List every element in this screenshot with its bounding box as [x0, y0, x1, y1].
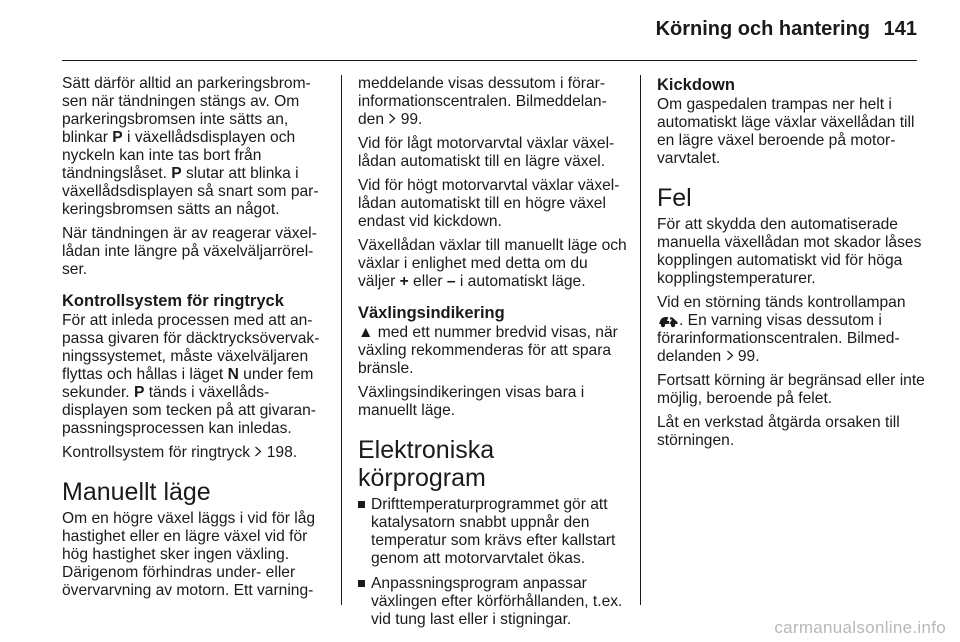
- paragraph: För att inleda processen med att an-passa givaren för däcktrycksövervak-ningssystemet, måste växelväljaren flyttas och hållas i läget N under fem sekunder. P tänds i växellåds-displayen som tecken på att givaran-passningsprocessen kan inledas.: [62, 312, 320, 437]
- paragraph: Vid för lågt motorvarvtal växlar växel-lådan automatiskt till en lägre växel.: [358, 135, 615, 170]
- paragraph: Sätt därför alltid an parkeringsbrom-sen när tändningen stängs av. Om parkeringsbromsen inte sätts an, blinkar P i växellådsdisplayen och nyckeln kan inte tas bort från tändningslåset. P slutar att blinka i växellådsdisplayen så snart som par-keringsbromsen sätts an något.: [62, 75, 319, 218]
- chapter-title: Körning och hantering: [655, 18, 870, 40]
- section-heading: Kickdown: [657, 76, 735, 94]
- paragraph: Växellådan växlar till manuellt läge och växlar i enlighet med detta om du väljer + eller – i automatiskt läge.: [358, 237, 627, 290]
- paragraph: Växlingsindikeringen visas bara i manuellt läge.: [358, 384, 585, 419]
- reference-arrow-icon: [254, 446, 262, 457]
- column-divider: [640, 75, 641, 605]
- page-number: 141: [883, 18, 917, 40]
- column-divider: [341, 75, 342, 605]
- paragraph: ▲ med ett nummer bredvid visas, när växling rekommenderas för att spara bränsle.: [358, 324, 618, 377]
- reference-arrow-icon: [726, 350, 734, 361]
- bullet-list: [358, 496, 628, 629]
- column-3: [657, 75, 925, 456]
- page-reference[interactable]: 198.: [266, 444, 298, 461]
- column-1: [62, 75, 332, 606]
- paragraph: meddelande visas dessutom i förar-informationscentralen. Bilmeddelan-den 99.: [358, 75, 607, 128]
- watermark: carmanualsonline.info: [774, 618, 946, 637]
- paragraph: Vid för högt motorvarvtal växlar växel-lådan automatiskt till en högre växel endast vid kickdown.: [358, 177, 620, 230]
- reference-arrow-icon: [388, 113, 396, 124]
- paragraph: När tändningen är av reagerar växel-lådan inte längre på växelväljarrörel-ser.: [62, 225, 317, 278]
- section-heading: Elektroniska körprogram: [358, 436, 495, 492]
- section-heading: Växlingsindikering: [358, 304, 505, 322]
- header-rule: [62, 60, 917, 61]
- paragraph: Om en högre växel läggs i vid för låg hastighet eller en lägre växel vid för hög hastighet sker ingen växling. Därigenom förhindras under- eller övervarvning av motorn. Ett varning-: [62, 510, 316, 599]
- paragraph: Om gaspedalen trampas ner helt i automatiskt läge växlar växellådan till en lägre växel beroende på motor-varvtalet.: [657, 96, 915, 167]
- list-item: Anpassningsprogram anpassar växlingen efter körförhållanden, t.ex. vid tung last eller i stigningar.: [358, 575, 628, 629]
- paragraph: Kontrollsystem för ringtryck 198.: [62, 444, 298, 461]
- car-gearbox-warning-icon: [657, 314, 679, 328]
- paragraph: Fortsatt körning är begränsad eller inte möjlig, beroende på felet.: [657, 372, 925, 407]
- shift-indicator-icon: ▲: [358, 324, 374, 341]
- page-reference[interactable]: 99.: [400, 111, 423, 128]
- page-reference[interactable]: 99.: [737, 348, 760, 365]
- section-heading: Manuellt läge: [62, 478, 211, 506]
- bullet-square-icon: [358, 501, 365, 508]
- paragraph: Vid en störning tänds kontrollampan . En varning visas dessutom i förarinformationscentralen. Bilmed-delanden 99.: [657, 294, 906, 365]
- paragraph: Låt en verkstad åtgärda orsaken till störningen.: [657, 414, 900, 449]
- column-2: [358, 75, 628, 636]
- list-item: Drifttemperaturprogrammet gör att katalysatorn snabbt uppnår den temperatur som krävs efter kallstart genom att motorvarvtalet ökas.: [358, 496, 628, 568]
- section-heading: Fel: [657, 184, 692, 212]
- paragraph: För att skydda den automatiserade manuella växellådan mot skador låses kopplingen automatiskt vid för höga kopplingstemperaturer.: [657, 216, 922, 287]
- section-heading: Kontrollsystem för ringtryck: [62, 292, 284, 310]
- page-header: [0, 0, 960, 62]
- bullet-square-icon: [358, 580, 365, 587]
